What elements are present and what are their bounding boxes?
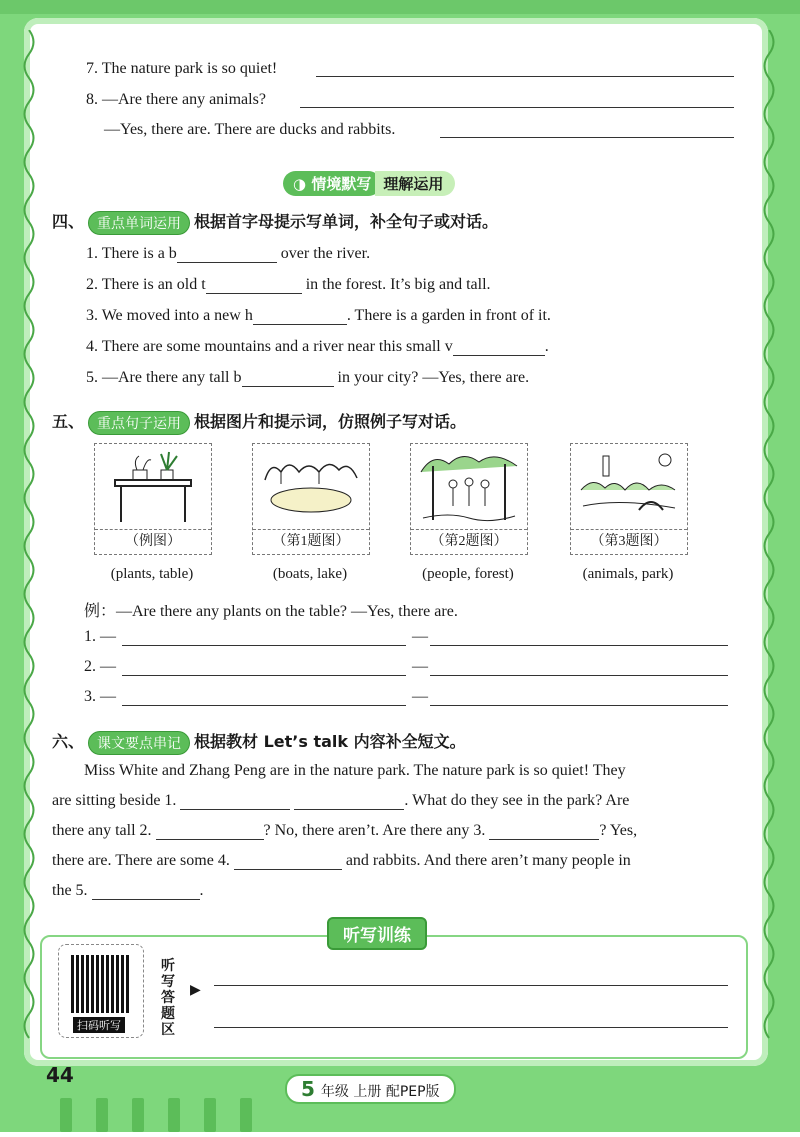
s4-blank-2[interactable] <box>206 277 302 294</box>
hint-3: (animals, park) <box>582 566 674 582</box>
listening-answer-box <box>40 935 748 1059</box>
page-number: 44 <box>46 1063 74 1087</box>
s5-answer-2-a[interactable] <box>430 675 728 676</box>
listening-line-2[interactable] <box>214 1027 728 1028</box>
right-wavy-border <box>760 30 778 1040</box>
item-8-answer: —Yes, there are. There are ducks and rabbits. <box>104 121 396 138</box>
picture-1-caption: （第1题图） <box>253 529 369 554</box>
frame-top-strip <box>0 0 800 14</box>
passage-blank-3[interactable] <box>489 823 599 840</box>
qr-code-panel[interactable] <box>58 944 144 1038</box>
qr-code-icon[interactable] <box>71 955 129 1013</box>
medal-icon: ◑ <box>293 174 312 193</box>
section-6-tag: 课文要点串记 <box>88 731 190 755</box>
section-5-instruction: 根据图片和提示词，仿照例子写对话。 <box>194 412 467 431</box>
picture-example-caption: （例图） <box>95 529 211 554</box>
section-6-heading <box>52 729 466 755</box>
s5-label-1: 1. — <box>84 628 116 645</box>
passage-line-5: the 5. . <box>52 882 204 899</box>
listening-title: 听写训练 <box>327 917 427 950</box>
grade-number: 5 <box>301 1077 315 1101</box>
picture-2 <box>410 443 528 555</box>
listening-vertical-label: 听写答题区 <box>161 958 175 1038</box>
s5-dash-2: — <box>412 658 428 675</box>
item-7-text: 7. The nature park is so quiet! <box>86 60 278 77</box>
arrow-right-icon: ▶ <box>190 983 201 998</box>
passage-blank-2[interactable] <box>156 823 264 840</box>
picture-1 <box>252 443 370 555</box>
grade-text: 年级 上册 配PEP版 <box>320 1084 440 1100</box>
lake-trees-illustration <box>261 450 361 526</box>
item-8-answer-line-2[interactable] <box>440 137 734 138</box>
s4-blank-1[interactable] <box>177 246 277 263</box>
s4-item-2: 2. There is an old t in the forest. It’s big and tall. <box>86 276 491 293</box>
item-7-answer-line[interactable] <box>316 76 734 77</box>
hint-1: (boats, lake) <box>272 566 348 582</box>
s5-answer-1-a[interactable] <box>430 645 728 646</box>
listening-line-1[interactable] <box>214 985 728 986</box>
s5-answer-2-q[interactable] <box>122 675 406 676</box>
section-5-tag: 重点句子运用 <box>88 411 190 435</box>
s4-blank-4[interactable] <box>453 339 545 356</box>
left-wavy-border <box>20 30 38 1040</box>
section-4-instruction: 根据首字母提示写单词，补全句子或对话。 <box>194 212 499 231</box>
bottom-tabs <box>60 1098 276 1137</box>
s4-blank-3[interactable] <box>253 308 347 325</box>
s5-answer-1-q[interactable] <box>122 645 406 646</box>
grade-badge <box>285 1074 456 1104</box>
passage-line-3: there any tall 2. ? No, there aren’t. Are there any 3. ? Yes, <box>52 822 638 839</box>
item-8-question: 8. —Are there any animals? <box>86 91 266 108</box>
qr-label: 扫码听写 <box>73 1017 125 1033</box>
section-4-tag: 重点单词运用 <box>88 211 190 235</box>
s4-item-4: 4. There are some mountains and a river near this small v . <box>86 338 549 355</box>
section-6-instruction: 根据教材 Let’s talk 内容补全短文。 <box>194 732 466 751</box>
s5-answer-3-q[interactable] <box>122 705 406 706</box>
passage-line-4: there are. There are some 4. and rabbits. And there aren’t many people in <box>52 852 631 869</box>
table-plants-illustration <box>103 450 203 526</box>
banner-main: ◑ 情境默写 <box>283 171 381 196</box>
picture-3 <box>570 443 688 555</box>
s5-dash-3: — <box>412 688 428 705</box>
s5-label-3: 3. — <box>84 688 116 705</box>
s4-item-3: 3. We moved into a new h . There is a garden in front of it. <box>86 307 551 324</box>
passage-blank-1b[interactable] <box>294 793 404 810</box>
passage-blank-1a[interactable] <box>180 793 290 810</box>
s4-item-5: 5. —Are there any tall b in your city? —Yes, there are. <box>86 369 530 386</box>
s4-item-1: 1. There is a b over the river. <box>86 245 371 262</box>
park-illustration <box>579 450 679 526</box>
section-4-heading <box>52 209 498 235</box>
banner-sub: 理解运用 <box>375 171 455 196</box>
hint-2: (people, forest) <box>422 566 514 582</box>
picture-2-caption: （第2题图） <box>411 529 527 554</box>
s5-example: 例：—Are there any plants on the table? —Yes, there are. <box>84 603 458 620</box>
s5-answer-3-a[interactable] <box>430 705 728 706</box>
section-banner <box>283 170 455 196</box>
section-5-number: 五、 <box>52 412 85 431</box>
item-8-answer-line-1[interactable] <box>300 107 734 108</box>
picture-3-caption: （第3题图） <box>571 529 687 554</box>
hint-example: (plants, table) <box>110 566 194 582</box>
s4-blank-5[interactable] <box>242 370 334 387</box>
passage-blank-4[interactable] <box>234 853 342 870</box>
passage-line-1: Miss White and Zhang Peng are in the nature park. The nature park is so quiet! They <box>84 762 626 779</box>
section-6-number: 六、 <box>52 732 85 751</box>
section-5-heading <box>52 409 466 435</box>
passage-blank-5[interactable] <box>92 883 200 900</box>
section-4-number: 四、 <box>52 212 85 231</box>
s5-dash-1: — <box>412 628 428 645</box>
s5-label-2: 2. — <box>84 658 116 675</box>
passage-line-2: are sitting beside 1. . What do they see in the park? Are <box>52 792 630 809</box>
picture-example <box>94 443 212 555</box>
people-forest-illustration <box>419 450 519 526</box>
